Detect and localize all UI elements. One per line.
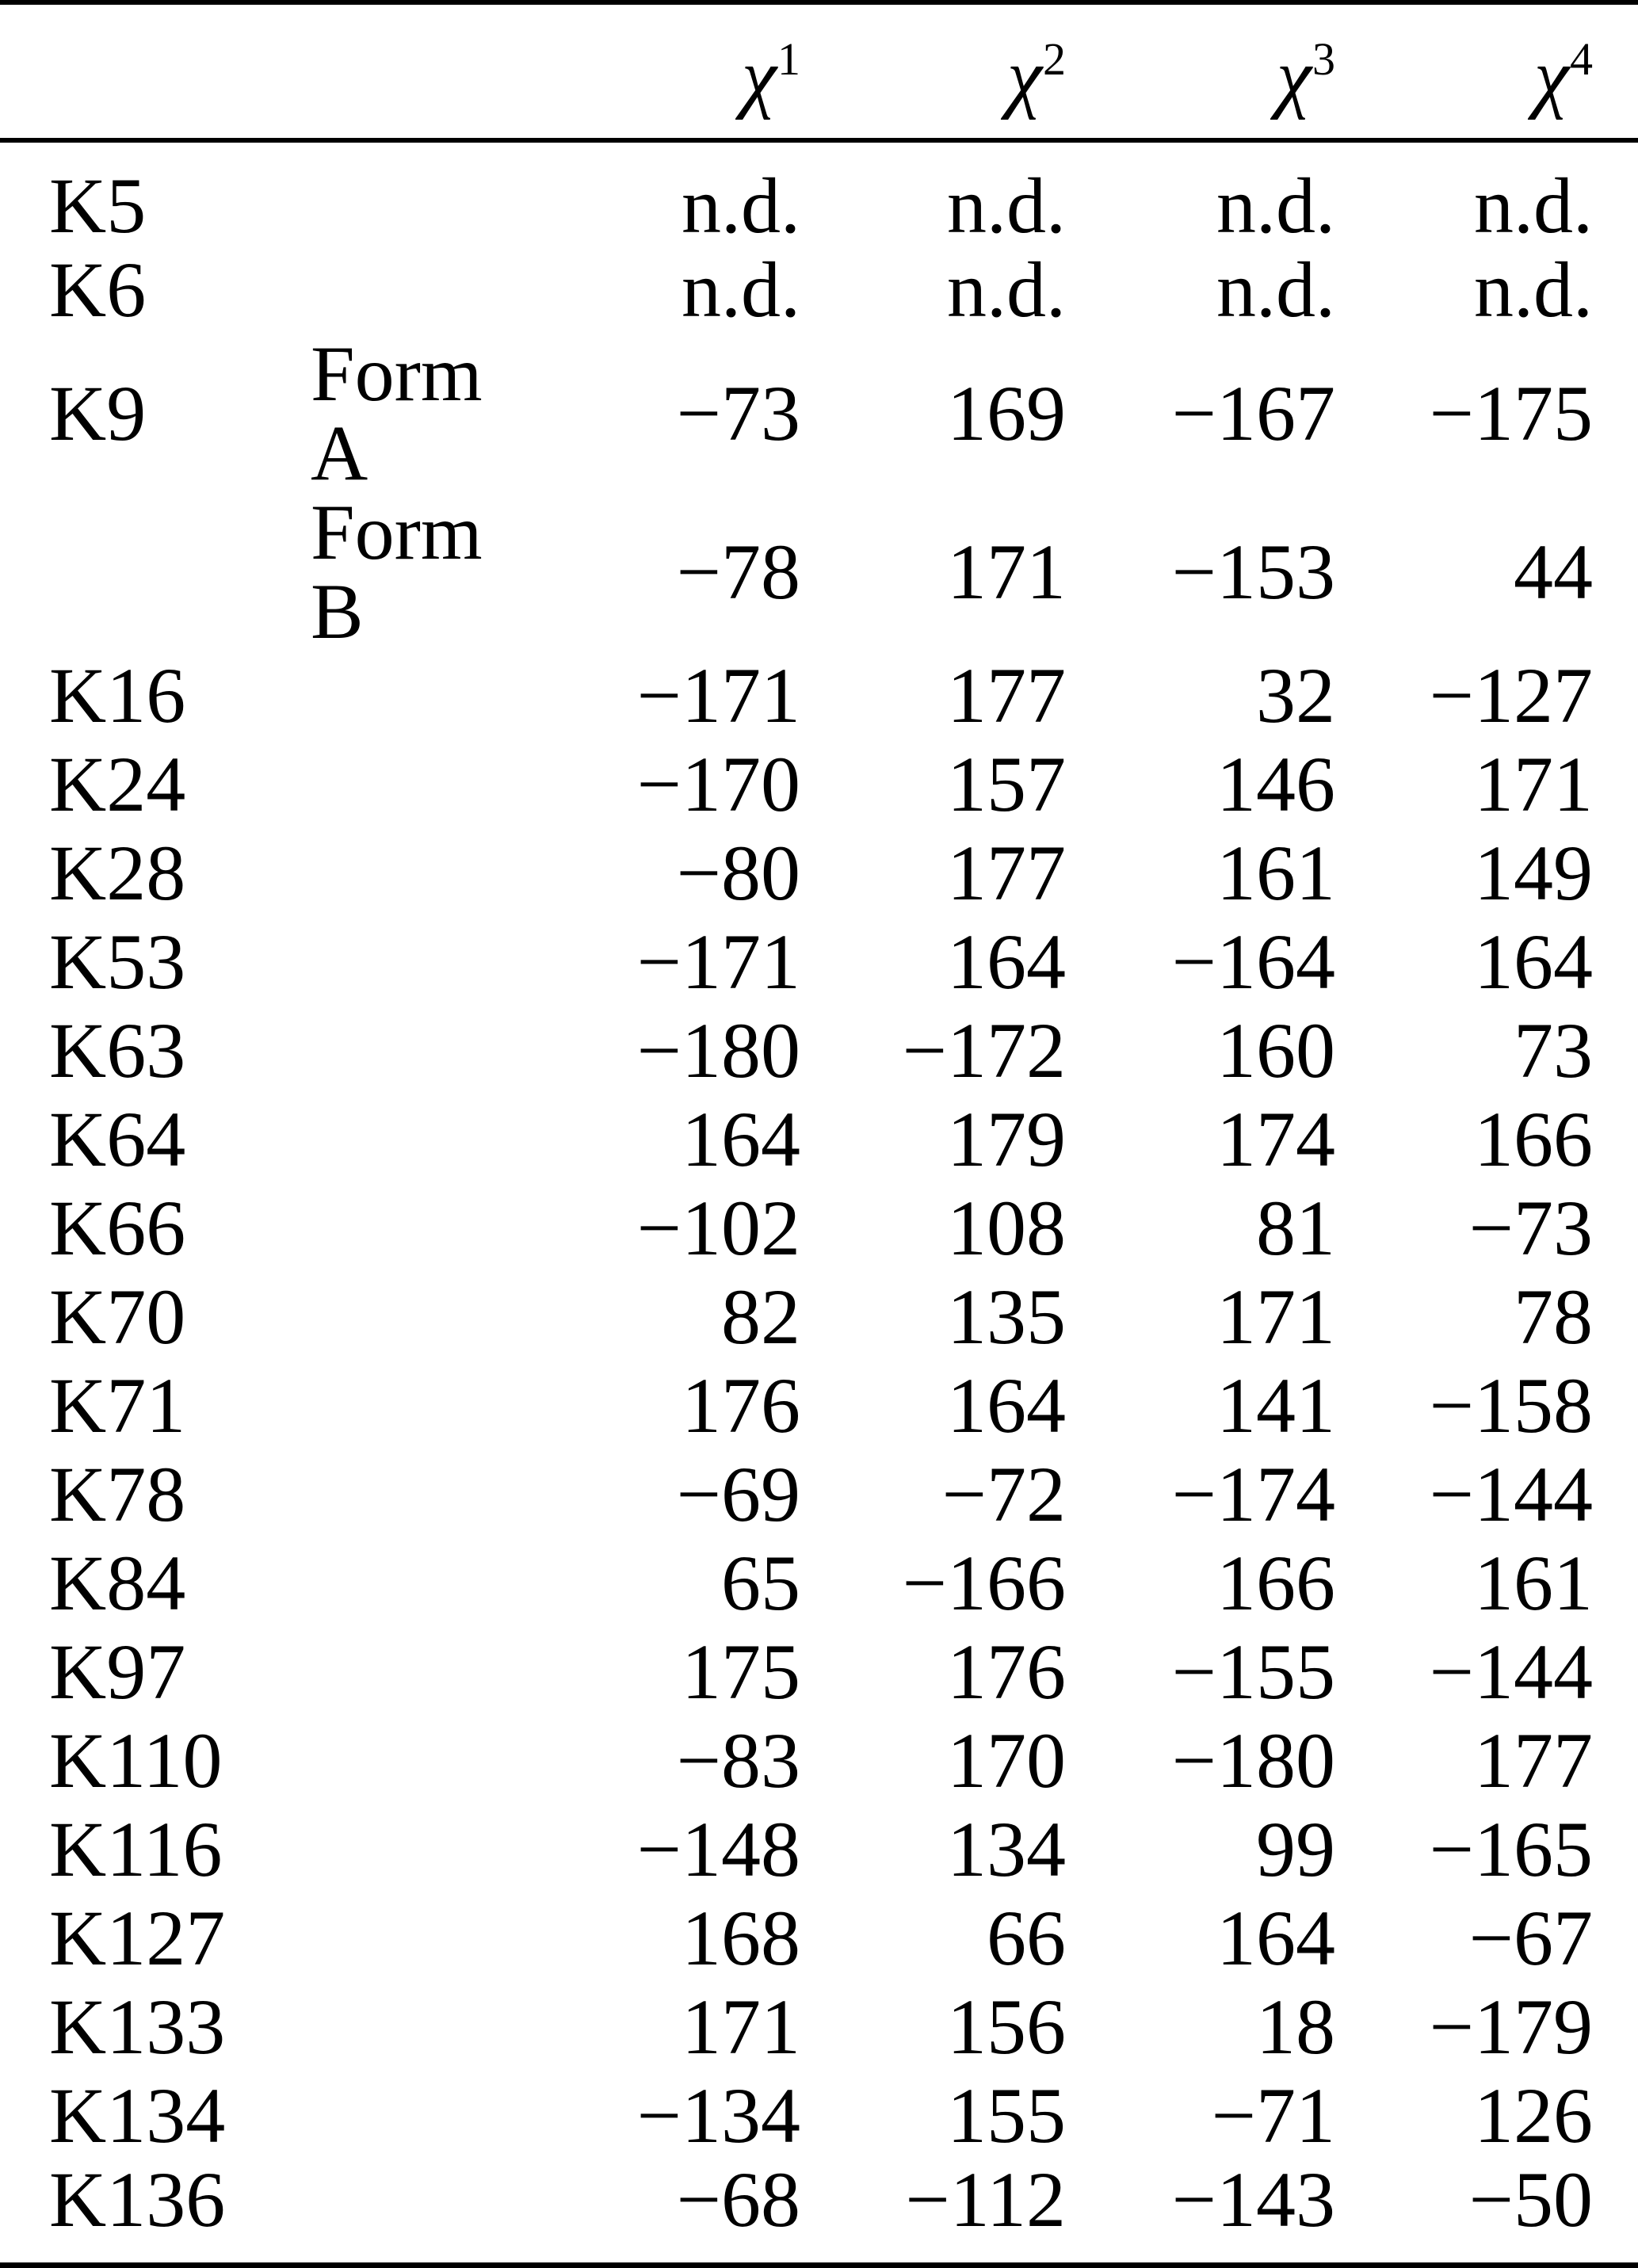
form-label	[311, 2160, 539, 2266]
chi-superscript: 4	[1570, 33, 1593, 86]
table-row	[0, 1894, 1638, 1983]
residue-label: K6	[49, 246, 147, 334]
form-label	[311, 1805, 539, 1894]
residue-label: K97	[49, 1628, 186, 1716]
chi1-value: 171	[682, 1983, 800, 2071]
form-label	[311, 1273, 539, 1361]
table-row	[0, 1983, 1638, 2071]
chi4-value: −144	[1429, 1450, 1593, 1538]
row-filler	[1593, 1006, 1638, 1095]
chi2-value: −172	[902, 1006, 1066, 1094]
residue-label: K71	[49, 1361, 186, 1449]
form-label	[311, 140, 539, 246]
row-filler	[1593, 246, 1638, 334]
chi4-value: n.d.	[1474, 162, 1593, 250]
table-row	[0, 246, 1638, 334]
residue-label: K78	[49, 1450, 186, 1538]
header-filler	[1593, 2, 1638, 140]
column-header-chi4	[1335, 2, 1593, 140]
residue-label: K53	[49, 918, 186, 1006]
residue-label: K24	[49, 740, 186, 828]
chi1-value: −69	[676, 1450, 800, 1538]
chi1-value: 82	[721, 1273, 800, 1361]
chi2-value: 108	[947, 1184, 1066, 1272]
chi1-value: −80	[676, 829, 800, 917]
form-label	[311, 1006, 539, 1095]
table-row	[0, 1450, 1638, 1539]
row-filler	[1593, 918, 1638, 1006]
form-label	[311, 1450, 539, 1539]
chi4-value: 126	[1474, 2071, 1593, 2159]
residue-label: K66	[49, 1184, 186, 1272]
form-label	[311, 829, 539, 918]
table-row	[0, 829, 1638, 918]
chi3-value: −143	[1171, 2155, 1335, 2243]
form-label: Form B	[311, 488, 483, 655]
table-body	[0, 140, 1638, 2266]
residue-label: K133	[49, 1983, 226, 2071]
chi1-value: −73	[676, 369, 800, 457]
table-row	[0, 334, 1638, 493]
chi1-value: n.d.	[682, 246, 800, 334]
residue-label: K5	[49, 162, 147, 250]
residue-label: K116	[49, 1805, 223, 1893]
chi-superscript: 1	[777, 33, 800, 86]
chi4-value: −165	[1429, 1805, 1593, 1893]
chi2-value: n.d.	[947, 162, 1066, 250]
chi2-value: 170	[947, 1716, 1066, 1804]
form-label	[311, 918, 539, 1006]
chi2-value: 177	[947, 829, 1066, 917]
form-label	[311, 1983, 539, 2071]
chi-symbol: χ	[1533, 32, 1569, 120]
chi3-value: 160	[1216, 1006, 1335, 1094]
chi2-value: 171	[947, 528, 1066, 616]
chi1-value: −148	[636, 1805, 800, 1893]
chi3-value: 141	[1216, 1361, 1335, 1449]
chi-superscript: 2	[1043, 33, 1066, 86]
chi2-value: 169	[947, 369, 1066, 457]
chi-symbol: χ	[741, 32, 777, 120]
residue-label	[0, 493, 311, 651]
chi4-value: −175	[1429, 369, 1593, 457]
chi3-value: −164	[1171, 918, 1335, 1006]
chi4-value: −179	[1429, 1983, 1593, 2071]
table-row	[0, 1716, 1638, 1805]
chi2-value: 177	[947, 651, 1066, 739]
chi3-value: n.d.	[1216, 162, 1335, 250]
table-row	[0, 1628, 1638, 1716]
table-row	[0, 1273, 1638, 1361]
chi4-value: 166	[1474, 1095, 1593, 1183]
chi1-value: −170	[636, 740, 800, 828]
chi4-value: 78	[1514, 1273, 1593, 1361]
chi4-value: 177	[1474, 1716, 1593, 1804]
chi2-value: n.d.	[947, 246, 1066, 334]
residue-label: K63	[49, 1006, 186, 1094]
chi2-value: 135	[947, 1273, 1066, 1361]
chi3-value: −167	[1171, 369, 1335, 457]
chi4-value: −50	[1468, 2155, 1593, 2243]
form-label	[311, 651, 539, 740]
table-row	[0, 1361, 1638, 1450]
table-row	[0, 1006, 1638, 1095]
chi4-value: 164	[1474, 918, 1593, 1006]
chi-symbol: χ	[1006, 32, 1042, 120]
chi1-value: 176	[682, 1361, 800, 1449]
chi4-value: 171	[1474, 740, 1593, 828]
chi4-value: 73	[1514, 1006, 1593, 1094]
row-filler	[1593, 1983, 1638, 2071]
chi3-value: 166	[1216, 1539, 1335, 1627]
residue-label: K70	[49, 1273, 186, 1361]
residue-label: K9	[49, 369, 147, 457]
chi1-value: −171	[636, 918, 800, 1006]
chi2-value: 157	[947, 740, 1066, 828]
table-row	[0, 918, 1638, 1006]
header-residue-blank	[0, 2, 311, 140]
chi1-value: −78	[676, 528, 800, 616]
table-row	[0, 651, 1638, 740]
row-filler	[1593, 1095, 1638, 1184]
residue-label: K16	[49, 651, 186, 739]
column-header-chi3	[1066, 2, 1335, 140]
column-header-chi2	[800, 2, 1066, 140]
chi1-value: −83	[676, 1716, 800, 1804]
chi-superscript: 3	[1312, 33, 1335, 86]
table-row	[0, 1095, 1638, 1184]
form-label	[311, 1361, 539, 1450]
chi3-value: 18	[1256, 1983, 1335, 2071]
chi3-value: −153	[1171, 528, 1335, 616]
chi3-value: 161	[1216, 829, 1335, 917]
row-filler	[1593, 493, 1638, 651]
chi2-value: 176	[947, 1628, 1066, 1716]
row-filler	[1593, 140, 1638, 246]
chi2-value: 66	[987, 1894, 1066, 1982]
table-row	[0, 2160, 1638, 2266]
chi4-value: −144	[1429, 1628, 1593, 1716]
chi3-value: 174	[1216, 1095, 1335, 1183]
header-row	[0, 2, 1638, 140]
table-row	[0, 1184, 1638, 1273]
chi1-value: 164	[682, 1095, 800, 1183]
residue-label: K84	[49, 1539, 186, 1627]
row-filler	[1593, 1361, 1638, 1450]
chi4-value: −158	[1429, 1361, 1593, 1449]
row-filler	[1593, 1716, 1638, 1805]
table-row	[0, 1539, 1638, 1628]
chi3-value: −155	[1171, 1628, 1335, 1716]
chi2-value: −72	[941, 1450, 1066, 1538]
row-filler	[1593, 2071, 1638, 2160]
row-filler	[1593, 1273, 1638, 1361]
chi1-value: 175	[682, 1628, 800, 1716]
chi2-value: 134	[947, 1805, 1066, 1893]
row-filler	[1593, 829, 1638, 918]
chi1-value: 65	[721, 1539, 800, 1627]
residue-label: K28	[49, 829, 186, 917]
residue-label: K134	[49, 2071, 226, 2159]
form-label	[311, 246, 539, 334]
chi4-value: 161	[1474, 1539, 1593, 1627]
chi3-value: −180	[1171, 1716, 1335, 1804]
row-filler	[1593, 1184, 1638, 1273]
form-label: Form A	[311, 330, 483, 497]
chi4-value: 149	[1474, 829, 1593, 917]
chi3-value: 99	[1256, 1805, 1335, 1893]
form-label	[311, 1095, 539, 1184]
form-label	[311, 1628, 539, 1716]
residue-label: K127	[49, 1894, 226, 1982]
row-filler	[1593, 1894, 1638, 1983]
residue-label: K64	[49, 1095, 186, 1183]
chi3-value: 81	[1256, 1184, 1335, 1272]
table-row	[0, 2071, 1638, 2160]
form-label	[311, 1894, 539, 1983]
chi4-value: −67	[1468, 1894, 1593, 1982]
chi2-value: 155	[947, 2071, 1066, 2159]
row-filler	[1593, 740, 1638, 829]
table-row	[0, 740, 1638, 829]
chi3-value: 171	[1216, 1273, 1335, 1361]
chi4-value: n.d.	[1474, 246, 1593, 334]
chi1-value: −102	[636, 1184, 800, 1272]
chi2-value: 179	[947, 1095, 1066, 1183]
chi1-value: −68	[676, 2155, 800, 2243]
chi1-value: −171	[636, 651, 800, 739]
row-filler	[1593, 1805, 1638, 1894]
form-label	[311, 740, 539, 829]
chi1-value: 168	[682, 1894, 800, 1982]
chi4-value: 44	[1514, 528, 1593, 616]
chi3-value: 146	[1216, 740, 1335, 828]
chi3-value: 32	[1256, 651, 1335, 739]
residue-label: K110	[49, 1716, 223, 1804]
chi2-value: −112	[905, 2155, 1066, 2243]
chi3-value: 164	[1216, 1894, 1335, 1982]
residue-label: K136	[49, 2155, 226, 2243]
header-form-blank	[311, 2, 539, 140]
form-label	[311, 1184, 539, 1273]
chi2-value: −166	[902, 1539, 1066, 1627]
column-header-chi1	[539, 2, 800, 140]
row-filler	[1593, 1450, 1638, 1539]
form-label	[311, 1716, 539, 1805]
form-label	[311, 2071, 539, 2160]
chi3-value: −71	[1211, 2071, 1335, 2159]
chi1-value: −134	[636, 2071, 800, 2159]
chi4-value: −73	[1468, 1184, 1593, 1272]
row-filler	[1593, 651, 1638, 740]
chi2-value: 156	[947, 1983, 1066, 2071]
form-label	[311, 1539, 539, 1628]
chi1-value: −180	[636, 1006, 800, 1094]
row-filler	[1593, 1628, 1638, 1716]
chi2-value: 164	[947, 918, 1066, 1006]
chi3-value: n.d.	[1216, 246, 1335, 334]
row-filler	[1593, 334, 1638, 493]
chi3-value: −174	[1171, 1450, 1335, 1538]
table-row	[0, 493, 1638, 651]
row-filler	[1593, 2160, 1638, 2266]
table-row	[0, 140, 1638, 246]
chi1-value: n.d.	[682, 162, 800, 250]
row-filler	[1593, 1539, 1638, 1628]
chi-symbol: χ	[1276, 32, 1312, 120]
table-row	[0, 1805, 1638, 1894]
chi2-value: 164	[947, 1361, 1066, 1449]
chi4-value: −127	[1429, 651, 1593, 739]
